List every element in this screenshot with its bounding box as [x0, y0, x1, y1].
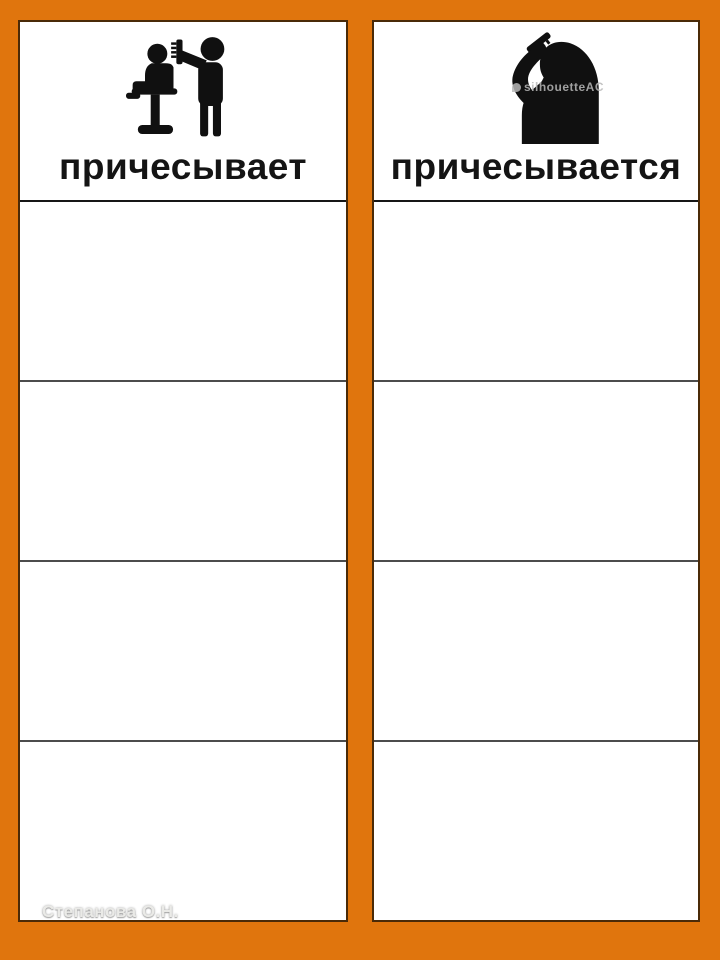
- column-label-combs-other: причесывает: [59, 146, 307, 187]
- verb-column-combs-other: [18, 20, 348, 922]
- answer-cell[interactable]: [20, 382, 346, 562]
- author-watermark: Степанова О.Н.: [42, 902, 179, 921]
- answer-cell[interactable]: [374, 202, 698, 382]
- answer-cell[interactable]: [20, 562, 346, 742]
- verb-column-combs-self: [372, 20, 700, 922]
- person-combing-own-hair-icon: [500, 28, 614, 146]
- silhouetteac-watermark-text: silhouetteAC: [524, 80, 605, 94]
- column-header-combs-self: [374, 22, 698, 202]
- answer-cell[interactable]: [20, 202, 346, 382]
- answer-cells-combs-self: [374, 202, 698, 920]
- answer-cells-combs-other: [20, 202, 346, 920]
- answer-cell[interactable]: [20, 742, 346, 920]
- answer-cell[interactable]: [374, 382, 698, 562]
- answer-cell[interactable]: [374, 562, 698, 742]
- column-header-combs-other: [20, 22, 346, 202]
- column-label-combs-self: причесывается: [390, 146, 682, 187]
- answer-cell[interactable]: [374, 742, 698, 920]
- barber-combing-client-icon: [119, 28, 247, 146]
